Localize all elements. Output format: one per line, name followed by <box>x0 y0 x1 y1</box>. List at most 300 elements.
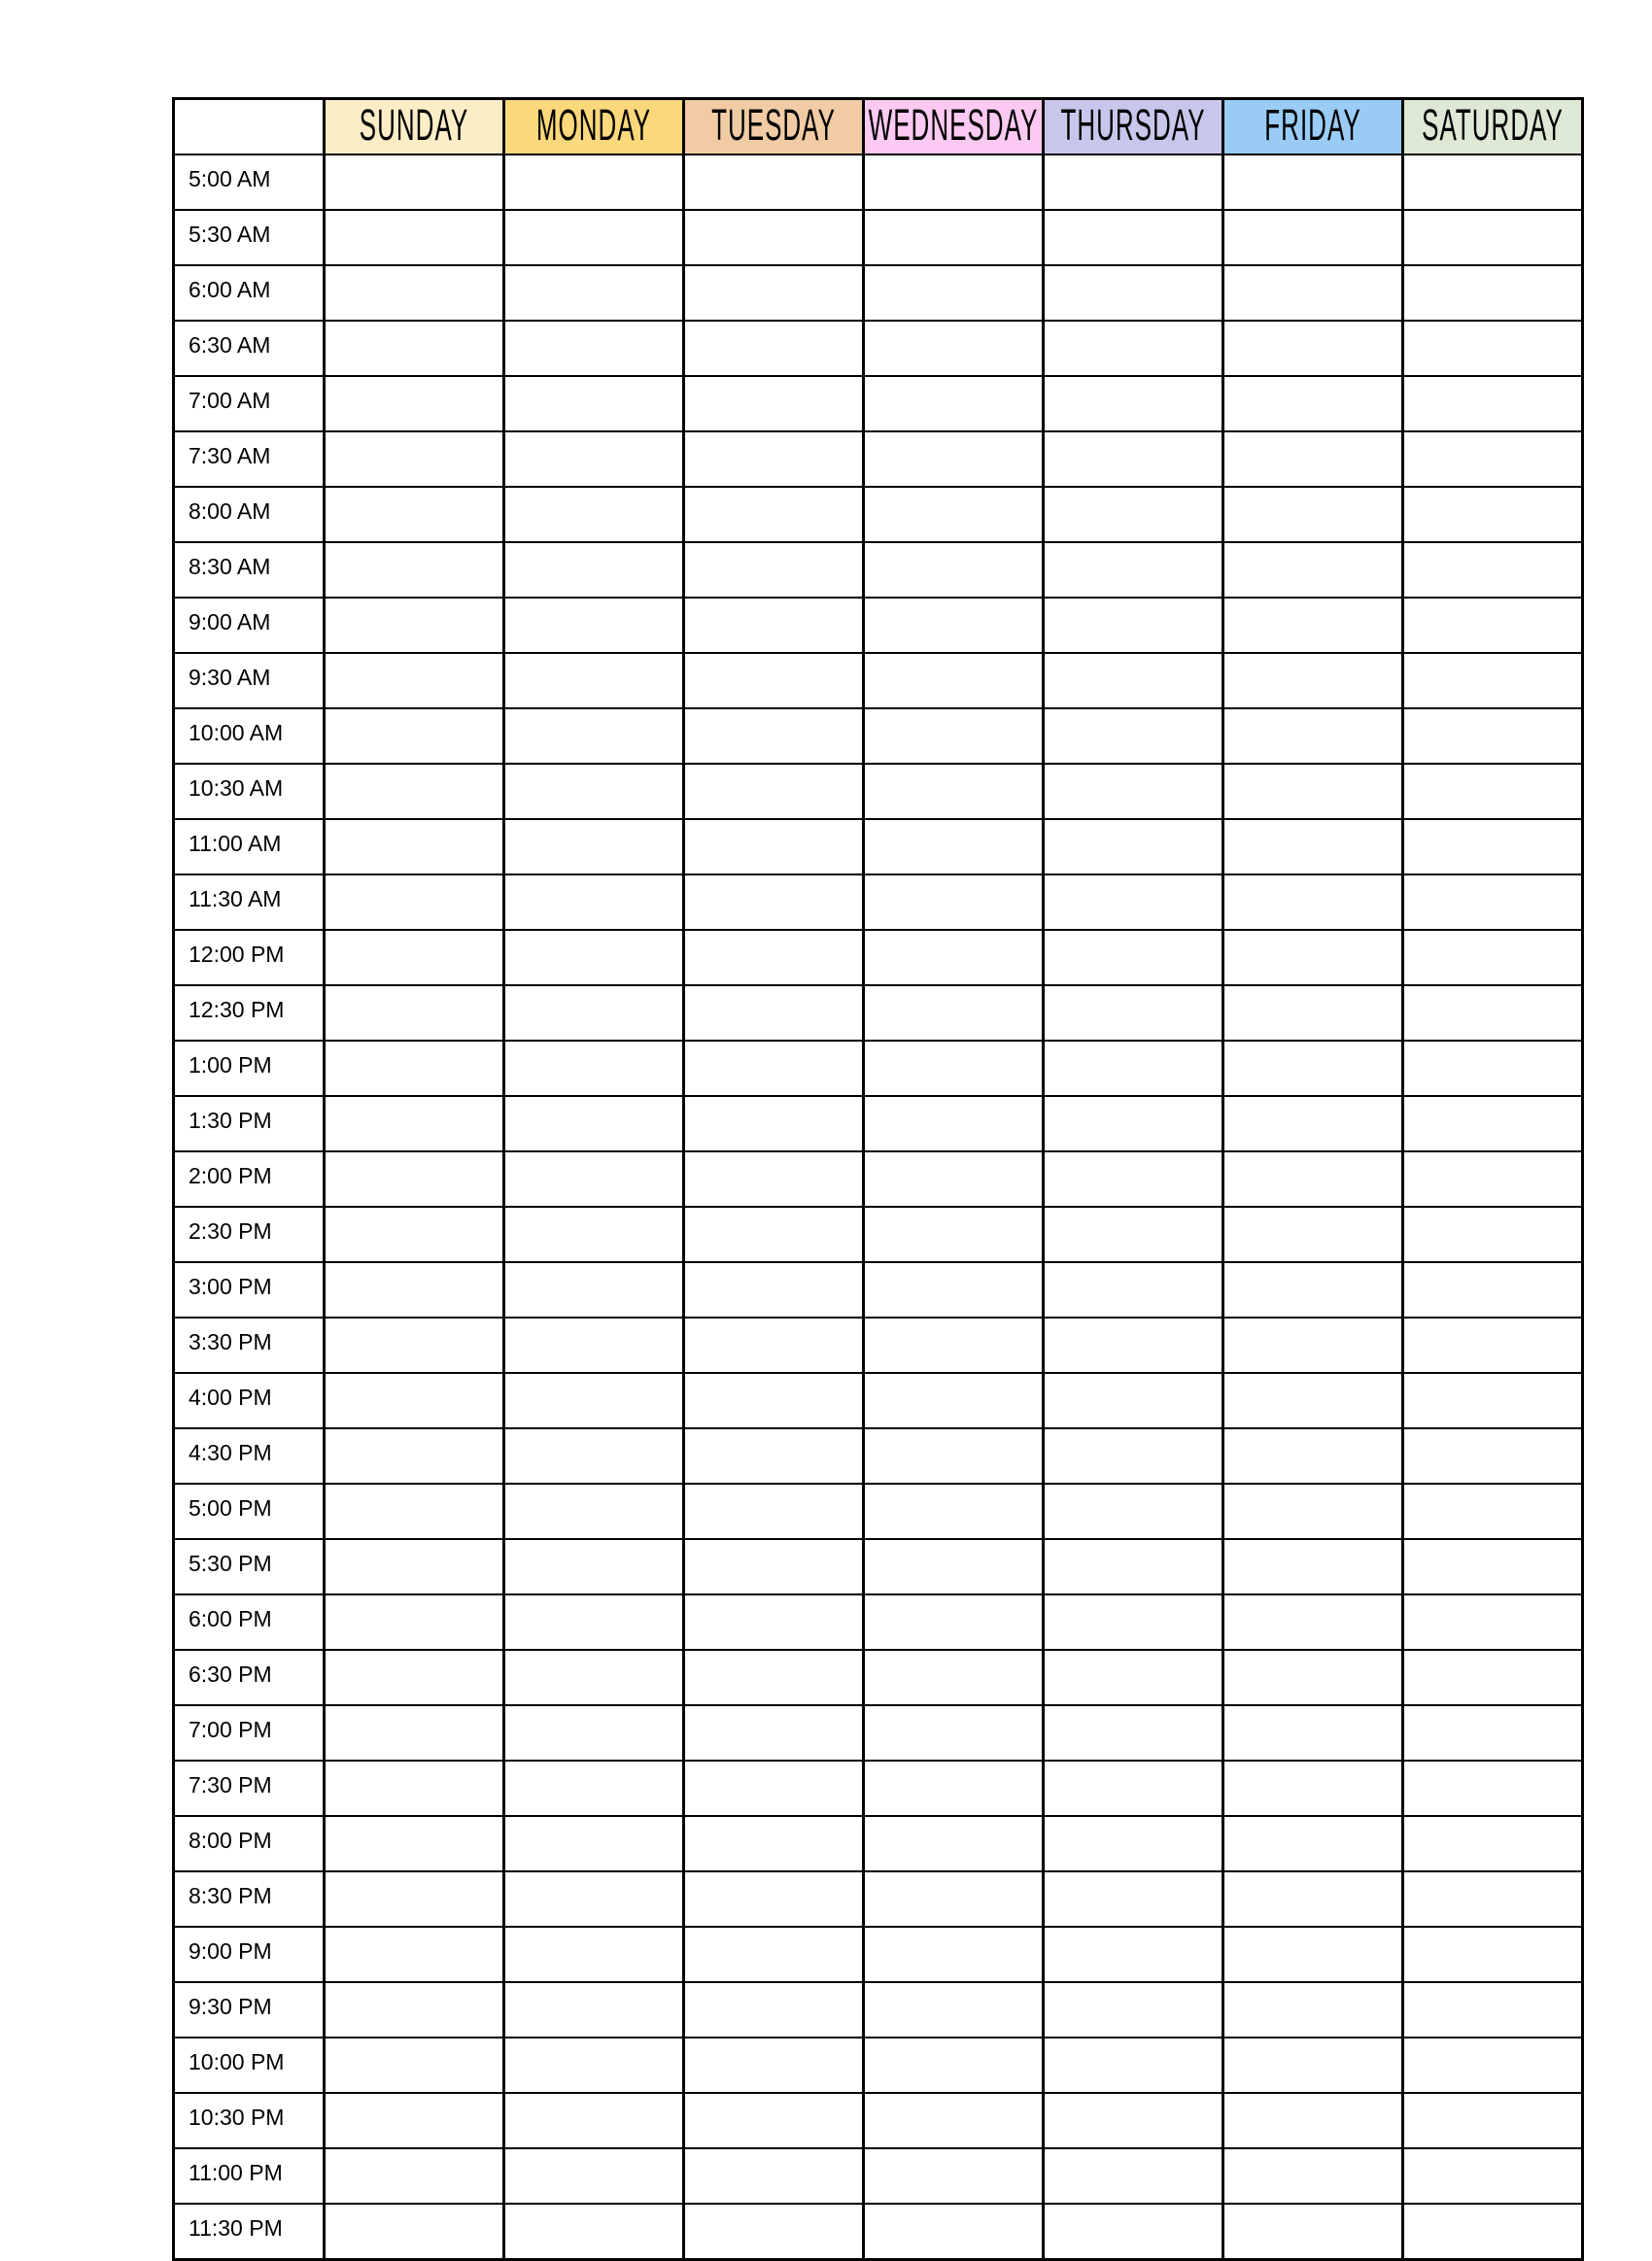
schedule-cell-tuesday[interactable] <box>684 874 864 930</box>
schedule-cell-wednesday[interactable] <box>864 542 1044 598</box>
time-row <box>174 1650 1583 1705</box>
schedule-cell-saturday[interactable] <box>1403 1650 1583 1705</box>
schedule-cell-thursday[interactable] <box>1044 653 1223 708</box>
schedule-cell-tuesday[interactable] <box>684 321 864 376</box>
schedule-cell-saturday[interactable] <box>1403 1318 1583 1373</box>
schedule-cell-wednesday[interactable] <box>864 1705 1044 1761</box>
schedule-cell-friday[interactable] <box>1223 598 1403 653</box>
schedule-cell-sunday[interactable] <box>325 1151 504 1207</box>
schedule-cell-sunday[interactable] <box>325 2038 504 2093</box>
schedule-cell-friday[interactable] <box>1223 1428 1403 1484</box>
schedule-cell-friday[interactable] <box>1223 2148 1403 2204</box>
schedule-cell-wednesday[interactable] <box>864 1594 1044 1650</box>
schedule-cell-thursday[interactable] <box>1044 1484 1223 1539</box>
schedule-cell-tuesday[interactable] <box>684 1650 864 1705</box>
schedule-cell-sunday[interactable] <box>325 1041 504 1096</box>
schedule-cell-monday[interactable] <box>504 1041 684 1096</box>
schedule-cell-thursday[interactable] <box>1044 1982 1223 2038</box>
schedule-cell-friday[interactable] <box>1223 487 1403 542</box>
schedule-cell-saturday[interactable] <box>1403 1207 1583 1262</box>
schedule-cell-thursday[interactable] <box>1044 985 1223 1041</box>
schedule-cell-tuesday[interactable] <box>684 1594 864 1650</box>
schedule-cell-thursday[interactable] <box>1044 431 1223 487</box>
schedule-cell-tuesday[interactable] <box>684 1982 864 2038</box>
schedule-cell-sunday[interactable] <box>325 1927 504 1982</box>
schedule-cell-friday[interactable] <box>1223 1484 1403 1539</box>
schedule-cell-saturday[interactable] <box>1403 874 1583 930</box>
schedule-cell-thursday[interactable] <box>1044 1041 1223 1096</box>
schedule-cell-tuesday[interactable] <box>684 154 864 210</box>
schedule-cell-monday[interactable] <box>504 2204 684 2260</box>
schedule-cell-friday[interactable] <box>1223 1816 1403 1871</box>
schedule-cell-sunday[interactable] <box>325 1096 504 1151</box>
schedule-cell-wednesday[interactable] <box>864 653 1044 708</box>
schedule-cell-saturday[interactable] <box>1403 708 1583 764</box>
schedule-cell-wednesday[interactable] <box>864 598 1044 653</box>
schedule-cell-monday[interactable] <box>504 1871 684 1927</box>
day-header-label-tuesday: TUESDAY <box>711 99 836 151</box>
schedule-cell-saturday[interactable] <box>1403 1927 1583 1982</box>
time-row <box>174 2093 1583 2148</box>
schedule-cell-saturday[interactable] <box>1403 1373 1583 1428</box>
schedule-cell-saturday[interactable] <box>1403 1262 1583 1318</box>
schedule-cell-wednesday[interactable] <box>864 1982 1044 2038</box>
schedule-cell-friday[interactable] <box>1223 2204 1403 2260</box>
schedule-cell-thursday[interactable] <box>1044 764 1223 819</box>
schedule-cell-sunday[interactable] <box>325 2148 504 2204</box>
schedule-cell-monday[interactable] <box>504 819 684 874</box>
schedule-cell-tuesday[interactable] <box>684 1761 864 1816</box>
schedule-cell-monday[interactable] <box>504 1262 684 1318</box>
schedule-cell-sunday[interactable] <box>325 874 504 930</box>
schedule-cell-monday[interactable] <box>504 154 684 210</box>
schedule-cell-sunday[interactable] <box>325 598 504 653</box>
schedule-cell-friday[interactable] <box>1223 321 1403 376</box>
time-label: 6:00 AM <box>174 265 325 321</box>
schedule-cell-sunday[interactable] <box>325 487 504 542</box>
schedule-cell-wednesday[interactable] <box>864 1207 1044 1262</box>
schedule-cell-monday[interactable] <box>504 653 684 708</box>
schedule-cell-thursday[interactable] <box>1044 487 1223 542</box>
time-label: 7:00 AM <box>174 376 325 431</box>
schedule-cell-friday[interactable] <box>1223 653 1403 708</box>
schedule-cell-sunday[interactable] <box>325 2204 504 2260</box>
schedule-cell-monday[interactable] <box>504 1318 684 1373</box>
schedule-cell-friday[interactable] <box>1223 819 1403 874</box>
schedule-cell-friday[interactable] <box>1223 1262 1403 1318</box>
schedule-cell-friday[interactable] <box>1223 874 1403 930</box>
day-header-saturday <box>1403 99 1583 155</box>
schedule-cell-wednesday[interactable] <box>864 1151 1044 1207</box>
schedule-cell-friday[interactable] <box>1223 1318 1403 1373</box>
schedule-cell-wednesday[interactable] <box>864 210 1044 265</box>
schedule-cell-saturday[interactable] <box>1403 2148 1583 2204</box>
schedule-cell-tuesday[interactable] <box>684 2093 864 2148</box>
schedule-cell-sunday[interactable] <box>325 1207 504 1262</box>
time-row <box>174 210 1583 265</box>
schedule-cell-tuesday[interactable] <box>684 1539 864 1594</box>
schedule-cell-tuesday[interactable] <box>684 2204 864 2260</box>
schedule-cell-wednesday[interactable] <box>864 1539 1044 1594</box>
schedule-cell-sunday[interactable] <box>325 376 504 431</box>
schedule-cell-wednesday[interactable] <box>864 1871 1044 1927</box>
schedule-cell-tuesday[interactable] <box>684 210 864 265</box>
schedule-cell-tuesday[interactable] <box>684 542 864 598</box>
schedule-cell-sunday[interactable] <box>325 1318 504 1373</box>
schedule-cell-tuesday[interactable] <box>684 1262 864 1318</box>
schedule-cell-monday[interactable] <box>504 764 684 819</box>
schedule-cell-sunday[interactable] <box>325 1594 504 1650</box>
schedule-cell-saturday[interactable] <box>1403 376 1583 431</box>
schedule-cell-tuesday[interactable] <box>684 1207 864 1262</box>
schedule-cell-tuesday[interactable] <box>684 819 864 874</box>
schedule-cell-tuesday[interactable] <box>684 1705 864 1761</box>
schedule-cell-tuesday[interactable] <box>684 376 864 431</box>
time-label: 6:30 AM <box>174 321 325 376</box>
schedule-cell-thursday[interactable] <box>1044 819 1223 874</box>
schedule-cell-saturday[interactable] <box>1403 1096 1583 1151</box>
schedule-cell-friday[interactable] <box>1223 1927 1403 1982</box>
schedule-cell-saturday[interactable] <box>1403 542 1583 598</box>
schedule-cell-tuesday[interactable] <box>684 1151 864 1207</box>
schedule-cell-sunday[interactable] <box>325 1428 504 1484</box>
schedule-cell-sunday[interactable] <box>325 1816 504 1871</box>
schedule-cell-wednesday[interactable] <box>864 154 1044 210</box>
schedule-cell-tuesday[interactable] <box>684 1428 864 1484</box>
schedule-cell-tuesday[interactable] <box>684 265 864 321</box>
schedule-cell-thursday[interactable] <box>1044 1318 1223 1373</box>
schedule-cell-tuesday[interactable] <box>684 1816 864 1871</box>
schedule-cell-wednesday[interactable] <box>864 2148 1044 2204</box>
schedule-cell-thursday[interactable] <box>1044 930 1223 985</box>
schedule-cell-saturday[interactable] <box>1403 321 1583 376</box>
schedule-cell-friday[interactable] <box>1223 1594 1403 1650</box>
schedule-cell-wednesday[interactable] <box>864 2204 1044 2260</box>
schedule-cell-monday[interactable] <box>504 874 684 930</box>
schedule-cell-tuesday[interactable] <box>684 930 864 985</box>
schedule-cell-sunday[interactable] <box>325 1262 504 1318</box>
time-row <box>174 764 1583 819</box>
schedule-cell-sunday[interactable] <box>325 764 504 819</box>
time-label: 8:30 PM <box>174 1871 325 1927</box>
schedule-cell-sunday[interactable] <box>325 2093 504 2148</box>
schedule-cell-friday[interactable] <box>1223 210 1403 265</box>
schedule-cell-thursday[interactable] <box>1044 2038 1223 2093</box>
time-label: 10:00 PM <box>174 2038 325 2093</box>
schedule-cell-thursday[interactable] <box>1044 1871 1223 1927</box>
schedule-cell-monday[interactable] <box>504 2038 684 2093</box>
schedule-cell-saturday[interactable] <box>1403 487 1583 542</box>
schedule-cell-sunday[interactable] <box>325 154 504 210</box>
schedule-cell-monday[interactable] <box>504 1705 684 1761</box>
schedule-cell-monday[interactable] <box>504 1539 684 1594</box>
schedule-cell-saturday[interactable] <box>1403 265 1583 321</box>
schedule-cell-monday[interactable] <box>504 487 684 542</box>
schedule-cell-friday[interactable] <box>1223 431 1403 487</box>
schedule-cell-wednesday[interactable] <box>864 930 1044 985</box>
schedule-cell-saturday[interactable] <box>1403 1816 1583 1871</box>
schedule-cell-tuesday[interactable] <box>684 2038 864 2093</box>
schedule-cell-thursday[interactable] <box>1044 321 1223 376</box>
day-header-friday <box>1223 99 1403 155</box>
schedule-cell-wednesday[interactable] <box>864 1484 1044 1539</box>
schedule-cell-sunday[interactable] <box>325 653 504 708</box>
weekly-schedule-sheet <box>172 97 1584 2261</box>
schedule-cell-thursday[interactable] <box>1044 210 1223 265</box>
schedule-cell-thursday[interactable] <box>1044 376 1223 431</box>
schedule-cell-monday[interactable] <box>504 2093 684 2148</box>
schedule-cell-monday[interactable] <box>504 1594 684 1650</box>
schedule-cell-friday[interactable] <box>1223 1041 1403 1096</box>
schedule-cell-sunday[interactable] <box>325 985 504 1041</box>
schedule-cell-friday[interactable] <box>1223 1761 1403 1816</box>
schedule-cell-wednesday[interactable] <box>864 2038 1044 2093</box>
schedule-cell-sunday[interactable] <box>325 542 504 598</box>
schedule-cell-tuesday[interactable] <box>684 1484 864 1539</box>
schedule-cell-tuesday[interactable] <box>684 764 864 819</box>
schedule-cell-thursday[interactable] <box>1044 1539 1223 1594</box>
schedule-cell-thursday[interactable] <box>1044 1373 1223 1428</box>
schedule-cell-tuesday[interactable] <box>684 1041 864 1096</box>
schedule-cell-monday[interactable] <box>504 1650 684 1705</box>
schedule-cell-thursday[interactable] <box>1044 154 1223 210</box>
schedule-cell-wednesday[interactable] <box>864 1816 1044 1871</box>
schedule-cell-thursday[interactable] <box>1044 1594 1223 1650</box>
schedule-cell-wednesday[interactable] <box>864 376 1044 431</box>
schedule-cell-friday[interactable] <box>1223 1871 1403 1927</box>
schedule-cell-thursday[interactable] <box>1044 1705 1223 1761</box>
schedule-cell-wednesday[interactable] <box>864 1041 1044 1096</box>
time-row <box>174 1262 1583 1318</box>
day-header-label-sunday: SUNDAY <box>359 99 469 151</box>
schedule-cell-thursday[interactable] <box>1044 1151 1223 1207</box>
schedule-cell-thursday[interactable] <box>1044 2093 1223 2148</box>
schedule-cell-saturday[interactable] <box>1403 1871 1583 1927</box>
time-row <box>174 985 1583 1041</box>
schedule-cell-saturday[interactable] <box>1403 2038 1583 2093</box>
time-label: 1:30 PM <box>174 1096 325 1151</box>
time-label: 8:00 PM <box>174 1816 325 1871</box>
schedule-cell-wednesday[interactable] <box>864 1262 1044 1318</box>
schedule-cell-friday[interactable] <box>1223 985 1403 1041</box>
schedule-cell-saturday[interactable] <box>1403 1041 1583 1096</box>
schedule-cell-thursday[interactable] <box>1044 1761 1223 1816</box>
schedule-cell-friday[interactable] <box>1223 154 1403 210</box>
schedule-cell-saturday[interactable] <box>1403 985 1583 1041</box>
time-label: 2:00 PM <box>174 1151 325 1207</box>
schedule-cell-friday[interactable] <box>1223 708 1403 764</box>
schedule-cell-wednesday[interactable] <box>864 321 1044 376</box>
schedule-cell-wednesday[interactable] <box>864 708 1044 764</box>
schedule-cell-wednesday[interactable] <box>864 487 1044 542</box>
schedule-cell-wednesday[interactable] <box>864 985 1044 1041</box>
schedule-cell-monday[interactable] <box>504 708 684 764</box>
schedule-cell-wednesday[interactable] <box>864 1096 1044 1151</box>
schedule-cell-friday[interactable] <box>1223 1982 1403 2038</box>
schedule-cell-saturday[interactable] <box>1403 1539 1583 1594</box>
schedule-cell-tuesday[interactable] <box>684 598 864 653</box>
schedule-cell-friday[interactable] <box>1223 930 1403 985</box>
time-row <box>174 2204 1583 2260</box>
schedule-cell-tuesday[interactable] <box>684 1927 864 1982</box>
schedule-cell-sunday[interactable] <box>325 1982 504 2038</box>
schedule-cell-saturday[interactable] <box>1403 930 1583 985</box>
schedule-cell-monday[interactable] <box>504 1096 684 1151</box>
schedule-cell-thursday[interactable] <box>1044 265 1223 321</box>
schedule-cell-thursday[interactable] <box>1044 598 1223 653</box>
schedule-cell-thursday[interactable] <box>1044 542 1223 598</box>
schedule-cell-sunday[interactable] <box>325 321 504 376</box>
schedule-cell-sunday[interactable] <box>325 1761 504 1816</box>
schedule-cell-monday[interactable] <box>504 1927 684 1982</box>
schedule-cell-friday[interactable] <box>1223 376 1403 431</box>
schedule-cell-saturday[interactable] <box>1403 819 1583 874</box>
schedule-cell-monday[interactable] <box>504 210 684 265</box>
schedule-cell-tuesday[interactable] <box>684 985 864 1041</box>
schedule-cell-saturday[interactable] <box>1403 1151 1583 1207</box>
schedule-cell-sunday[interactable] <box>325 819 504 874</box>
time-label: 5:00 PM <box>174 1484 325 1539</box>
schedule-cell-saturday[interactable] <box>1403 1594 1583 1650</box>
schedule-cell-thursday[interactable] <box>1044 1428 1223 1484</box>
time-row <box>174 2038 1583 2093</box>
schedule-cell-monday[interactable] <box>504 431 684 487</box>
time-row <box>174 1871 1583 1927</box>
schedule-cell-wednesday[interactable] <box>864 764 1044 819</box>
schedule-cell-thursday[interactable] <box>1044 874 1223 930</box>
schedule-cell-sunday[interactable] <box>325 1484 504 1539</box>
schedule-cell-saturday[interactable] <box>1403 431 1583 487</box>
schedule-cell-friday[interactable] <box>1223 1705 1403 1761</box>
schedule-cell-monday[interactable] <box>504 598 684 653</box>
schedule-cell-monday[interactable] <box>504 930 684 985</box>
schedule-cell-saturday[interactable] <box>1403 1705 1583 1761</box>
schedule-cell-saturday[interactable] <box>1403 154 1583 210</box>
schedule-cell-friday[interactable] <box>1223 1539 1403 1594</box>
schedule-cell-wednesday[interactable] <box>864 1318 1044 1373</box>
schedule-cell-saturday[interactable] <box>1403 1982 1583 2038</box>
schedule-cell-friday[interactable] <box>1223 2093 1403 2148</box>
schedule-cell-friday[interactable] <box>1223 764 1403 819</box>
schedule-cell-sunday[interactable] <box>325 930 504 985</box>
schedule-cell-sunday[interactable] <box>325 1373 504 1428</box>
schedule-cell-tuesday[interactable] <box>684 1318 864 1373</box>
schedule-cell-thursday[interactable] <box>1044 708 1223 764</box>
schedule-cell-monday[interactable] <box>504 985 684 1041</box>
schedule-cell-thursday[interactable] <box>1044 2148 1223 2204</box>
schedule-cell-friday[interactable] <box>1223 542 1403 598</box>
schedule-cell-thursday[interactable] <box>1044 1927 1223 1982</box>
time-row <box>174 1096 1583 1151</box>
schedule-cell-friday[interactable] <box>1223 1207 1403 1262</box>
schedule-cell-monday[interactable] <box>504 1207 684 1262</box>
schedule-cell-saturday[interactable] <box>1403 1484 1583 1539</box>
schedule-cell-wednesday[interactable] <box>864 2093 1044 2148</box>
schedule-cell-monday[interactable] <box>504 1761 684 1816</box>
schedule-cell-tuesday[interactable] <box>684 487 864 542</box>
schedule-cell-saturday[interactable] <box>1403 653 1583 708</box>
schedule-cell-saturday[interactable] <box>1403 1761 1583 1816</box>
schedule-cell-wednesday[interactable] <box>864 1761 1044 1816</box>
schedule-cell-friday[interactable] <box>1223 1650 1403 1705</box>
schedule-cell-saturday[interactable] <box>1403 598 1583 653</box>
schedule-cell-wednesday[interactable] <box>864 819 1044 874</box>
schedule-cell-sunday[interactable] <box>325 708 504 764</box>
schedule-cell-thursday[interactable] <box>1044 2204 1223 2260</box>
time-label: 11:30 AM <box>174 874 325 930</box>
schedule-cell-monday[interactable] <box>504 321 684 376</box>
time-row <box>174 1041 1583 1096</box>
schedule-cell-monday[interactable] <box>504 1428 684 1484</box>
schedule-cell-tuesday[interactable] <box>684 1373 864 1428</box>
schedule-cell-saturday[interactable] <box>1403 2204 1583 2260</box>
schedule-cell-monday[interactable] <box>504 1151 684 1207</box>
schedule-cell-wednesday[interactable] <box>864 1428 1044 1484</box>
schedule-cell-wednesday[interactable] <box>864 1927 1044 1982</box>
schedule-cell-friday[interactable] <box>1223 1151 1403 1207</box>
time-label: 4:00 PM <box>174 1373 325 1428</box>
schedule-cell-thursday[interactable] <box>1044 1262 1223 1318</box>
schedule-cell-monday[interactable] <box>504 2148 684 2204</box>
schedule-cell-sunday[interactable] <box>325 1705 504 1761</box>
schedule-cell-saturday[interactable] <box>1403 764 1583 819</box>
schedule-cell-friday[interactable] <box>1223 2038 1403 2093</box>
schedule-cell-tuesday[interactable] <box>684 1871 864 1927</box>
schedule-cell-wednesday[interactable] <box>864 431 1044 487</box>
schedule-cell-monday[interactable] <box>504 542 684 598</box>
time-label: 7:00 PM <box>174 1705 325 1761</box>
schedule-cell-tuesday[interactable] <box>684 653 864 708</box>
time-label: 5:00 AM <box>174 154 325 210</box>
time-label: 11:00 AM <box>174 819 325 874</box>
schedule-cell-saturday[interactable] <box>1403 210 1583 265</box>
schedule-cell-sunday[interactable] <box>325 210 504 265</box>
schedule-cell-sunday[interactable] <box>325 1650 504 1705</box>
schedule-cell-tuesday[interactable] <box>684 1096 864 1151</box>
schedule-cell-monday[interactable] <box>504 1373 684 1428</box>
schedule-cell-monday[interactable] <box>504 265 684 321</box>
schedule-cell-monday[interactable] <box>504 1816 684 1871</box>
schedule-cell-sunday[interactable] <box>325 1871 504 1927</box>
schedule-cell-thursday[interactable] <box>1044 1650 1223 1705</box>
schedule-cell-tuesday[interactable] <box>684 2148 864 2204</box>
day-header-row <box>174 99 1583 155</box>
time-row <box>174 1816 1583 1871</box>
schedule-cell-monday[interactable] <box>504 1484 684 1539</box>
time-label: 5:30 PM <box>174 1539 325 1594</box>
schedule-cell-wednesday[interactable] <box>864 1373 1044 1428</box>
schedule-cell-friday[interactable] <box>1223 265 1403 321</box>
schedule-cell-friday[interactable] <box>1223 1373 1403 1428</box>
schedule-cell-tuesday[interactable] <box>684 708 864 764</box>
schedule-cell-monday[interactable] <box>504 1982 684 2038</box>
schedule-cell-friday[interactable] <box>1223 1096 1403 1151</box>
schedule-cell-monday[interactable] <box>504 376 684 431</box>
schedule-cell-thursday[interactable] <box>1044 1816 1223 1871</box>
schedule-cell-sunday[interactable] <box>325 431 504 487</box>
time-label: 12:30 PM <box>174 985 325 1041</box>
schedule-cell-sunday[interactable] <box>325 265 504 321</box>
schedule-cell-saturday[interactable] <box>1403 2093 1583 2148</box>
schedule-cell-thursday[interactable] <box>1044 1096 1223 1151</box>
schedule-cell-sunday[interactable] <box>325 1539 504 1594</box>
schedule-cell-wednesday[interactable] <box>864 874 1044 930</box>
schedule-cell-wednesday[interactable] <box>864 1650 1044 1705</box>
schedule-cell-tuesday[interactable] <box>684 431 864 487</box>
schedule-cell-wednesday[interactable] <box>864 265 1044 321</box>
schedule-cell-thursday[interactable] <box>1044 1207 1223 1262</box>
schedule-cell-saturday[interactable] <box>1403 1428 1583 1484</box>
